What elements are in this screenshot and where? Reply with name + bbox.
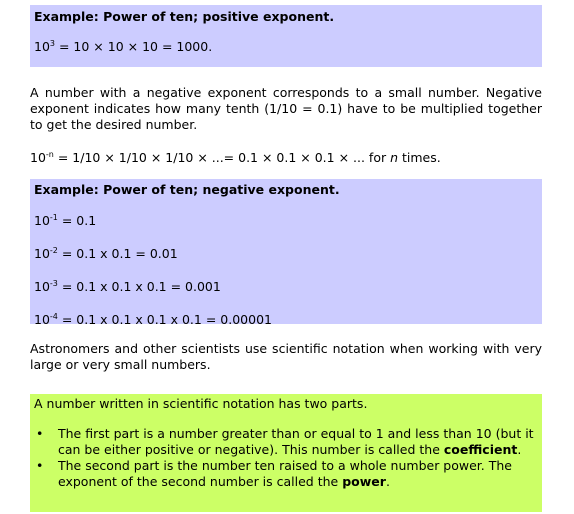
row-exponent: -4 — [49, 312, 58, 321]
bullet-icon: • — [36, 426, 44, 441]
row-base: 10 — [34, 279, 50, 294]
example-positive-equation — [34, 39, 538, 55]
example-negative-title: Example: Power of ten; negative exponent. — [34, 182, 340, 197]
item-end: . — [385, 474, 390, 489]
scientific-notation-paragraph: Astronomers and other scientists use scientific notation when working with very large or very small numbers. — [30, 341, 542, 372]
row-base: 10 — [34, 213, 50, 228]
example-negative-row — [34, 213, 538, 229]
formula-tail: times. — [398, 150, 441, 165]
notation-intro: A number written in scientific notation has two parts. — [34, 396, 368, 411]
example-negative-row — [34, 246, 538, 262]
list-item — [34, 458, 538, 490]
bullet-icon: • — [36, 458, 44, 473]
row-rest: = 0.1 x 0.1 x 0.1 x 0.1 = 0.00001 — [57, 312, 272, 327]
formula-n: n — [390, 150, 399, 165]
example-negative-box — [30, 179, 542, 327]
negative-exponent-paragraph: A number with a negative exponent corresponds to a small number. Negative exponent indicates how many tenth (1/10 = 0.1) have to be multiplied together to get the desired number. — [30, 85, 542, 132]
example-positive-title: Example: Power of ten; positive exponent. — [34, 9, 335, 24]
row-exponent: -3 — [49, 279, 58, 288]
eq-base: 10 — [34, 39, 50, 54]
example-negative-row — [34, 312, 538, 328]
formula-rest: = 1/10 × 1/10 × 1/10 × ...= 0.1 × 0.1 × 0.1 × ... for — [53, 150, 391, 165]
row-base: 10 — [34, 312, 50, 327]
item-end: . — [517, 442, 522, 457]
row-exponent: -1 — [49, 213, 58, 222]
content — [30, 5, 542, 512]
notation-parts-box — [30, 394, 542, 512]
example-positive-box — [30, 5, 542, 67]
eq-exponent: 3 — [49, 39, 55, 48]
notation-parts-list — [34, 426, 538, 490]
row-rest: = 0.1 x 0.1 x 0.1 = 0.001 — [57, 279, 221, 294]
item-text: The first part is a number greater than or equal to 1 and less than 10 (but it can be either positive or negative). This number is called the — [58, 426, 534, 457]
negative-exponent-formula — [30, 150, 542, 166]
formula-base: 10 — [30, 150, 46, 165]
example-negative-row — [34, 279, 538, 295]
row-rest: = 0.1 — [57, 213, 97, 228]
item-text: The second part is the number ten raised to a whole number power. The exponent of the second number is called the — [58, 458, 512, 489]
eq-rest: = 10 × 10 × 10 = 1000. — [55, 39, 213, 54]
row-exponent: -2 — [49, 246, 58, 255]
item-term: power — [342, 474, 386, 489]
row-base: 10 — [34, 246, 50, 261]
row-rest: = 0.1 x 0.1 = 0.01 — [57, 246, 178, 261]
item-term: coefficient — [443, 442, 518, 457]
formula-exponent: -n — [45, 150, 54, 159]
list-item — [34, 426, 538, 458]
